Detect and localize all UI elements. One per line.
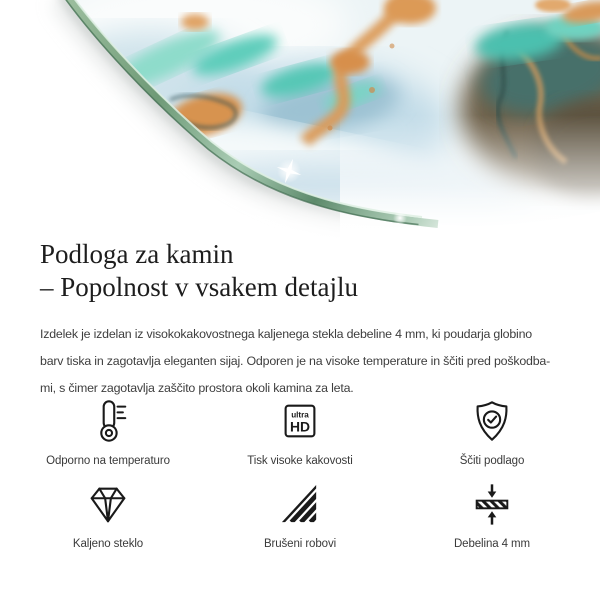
feature-temperature-resistant [12,398,204,467]
feature-label: Odporno na temperaturo [46,455,170,467]
page-title [40,238,564,304]
ultra-hd-icon [277,398,323,446]
feature-protects-surface [396,398,588,467]
thermometer-icon [85,398,131,446]
page-title-line1: Podloga za kamin [40,239,234,269]
feature-thickness [396,481,588,550]
description-line: mi, s čimer zagotavlja zaščito prostora okoli kamina za leta. [40,381,354,395]
diamond-icon [85,481,131,529]
polished-edges-icon [277,481,323,529]
feature-tempered-glass [12,481,204,550]
product-description [40,321,564,402]
feature-print-quality [204,398,396,467]
description-line: barv tiska in zagotavlja eleganten sijaj. Odporen je na visoke temperature in ščiti pred poškodba- [40,354,551,368]
page-title-line2: – Popolnost v vsakem detajlu [40,272,358,302]
feature-label: Brušeni robovi [263,538,337,550]
feature-label: Tisk visoke kakovosti [247,455,353,467]
feature-label: Debelina 4 mm [453,538,531,550]
thickness-icon [469,481,515,529]
ultra-hd-badge-top: ultra [291,410,309,420]
description-line: Izdelek je izdelan iz visokokakovostnega kaljenega stekla debeline 4 mm, ki poudarja globino [40,327,532,341]
feature-polished-edges [204,481,396,550]
ultra-hd-badge-bottom: HD [289,418,311,435]
feature-grid [0,398,600,550]
feature-label: Ščiti podlago [459,455,525,467]
shield-check-icon [469,398,515,446]
feature-label: Kaljeno steklo [72,538,144,550]
